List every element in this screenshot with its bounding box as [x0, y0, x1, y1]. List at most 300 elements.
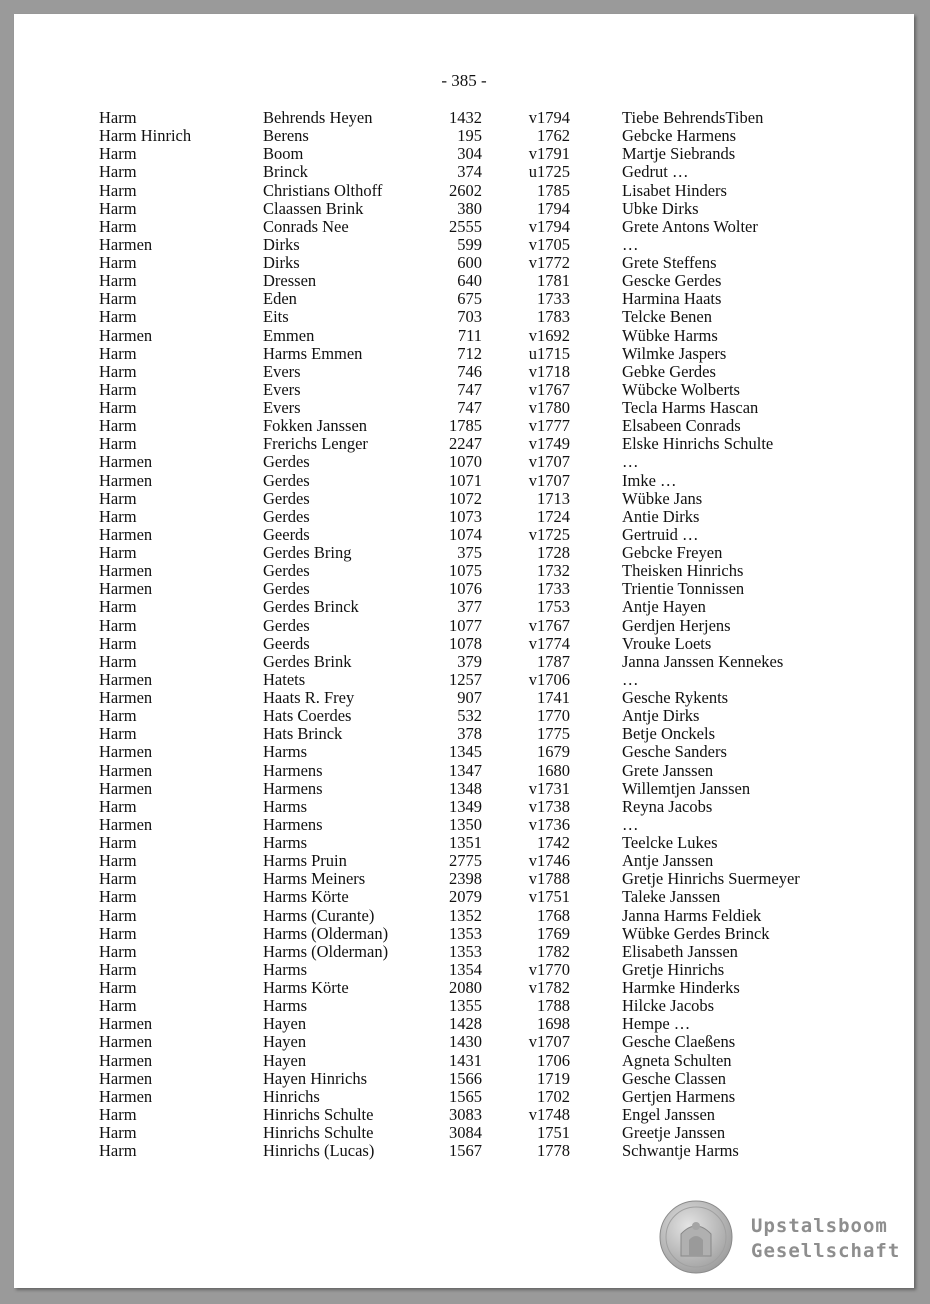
number-cell: 1078 — [449, 633, 482, 653]
spouse-cell: Hempe … — [622, 1014, 691, 1034]
given-name-cell: Harm — [99, 959, 137, 979]
family-name-cell: Harms (Olderman) — [263, 923, 389, 943]
number-cell: 1070 — [449, 452, 482, 472]
spouse-cell: Wübke Harms — [622, 325, 718, 345]
spouse-cell: Theisken Hinrichs — [622, 561, 744, 581]
number-cell: 1071 — [449, 470, 482, 490]
family-name-cell: Eden — [263, 289, 297, 309]
table-row — [14, 453, 914, 471]
given-name-cell: Harm — [99, 434, 137, 454]
family-name-cell: Hayen — [263, 1014, 307, 1034]
year-cell: v1725 — [528, 524, 570, 544]
spouse-cell: Gretje Hinrichs — [622, 959, 725, 979]
year-cell: v1706 — [528, 669, 570, 689]
number-cell: 1354 — [449, 959, 482, 979]
number-cell: 1431 — [449, 1050, 482, 1070]
year-cell: v1767 — [528, 615, 570, 635]
year-cell: 1698 — [537, 1014, 570, 1034]
year-cell: v1746 — [528, 851, 570, 871]
family-name-cell: Gerdes — [263, 488, 310, 508]
watermark-brand — [751, 1214, 900, 1264]
family-name-cell: Hats Brinck — [263, 724, 343, 744]
table-row — [14, 635, 914, 653]
spouse-cell: Antje Janssen — [622, 851, 714, 871]
family-name-cell: Harms — [263, 996, 307, 1016]
watermark-line-1: Upstalsboom — [751, 1215, 888, 1237]
given-name-cell: Harm — [99, 162, 137, 182]
given-name-cell: Harm — [99, 833, 137, 852]
spouse-cell: Gesche Classen — [622, 1068, 727, 1088]
genealogy-table — [14, 109, 914, 1160]
family-name-cell: Gerdes — [263, 615, 310, 635]
year-cell: 1762 — [537, 126, 570, 146]
table-row — [14, 490, 914, 508]
spouse-cell: Grete Janssen — [622, 760, 714, 780]
year-cell: v1772 — [528, 253, 570, 272]
year-cell: v1774 — [528, 633, 570, 653]
given-name-cell: Harm — [99, 398, 137, 417]
table-row — [14, 653, 914, 671]
spouse-cell: Greetje Janssen — [622, 1123, 726, 1142]
number-cell: 1430 — [449, 1032, 482, 1052]
spouse-cell: Martje Siebrands — [622, 144, 736, 164]
year-cell: u1715 — [528, 343, 570, 363]
given-name-cell: Harm — [99, 996, 137, 1016]
table-row — [14, 979, 914, 997]
family-name-cell: Hats Coerdes — [263, 706, 352, 726]
number-cell: 532 — [457, 706, 482, 726]
given-name-cell: Harmen — [99, 1050, 153, 1070]
family-name-cell: Claassen Brink — [263, 198, 364, 218]
given-name-cell: Harmen — [99, 524, 153, 544]
spouse-cell: Elske Hinrichs Schulte — [622, 434, 774, 454]
number-cell: 1567 — [449, 1141, 482, 1161]
given-name-cell: Harm — [99, 289, 137, 309]
table-row — [14, 562, 914, 580]
table-row — [14, 762, 914, 780]
table-row — [14, 870, 914, 888]
year-cell: v1707 — [528, 470, 570, 490]
given-name-cell: Harm — [99, 724, 137, 744]
number-cell: 1348 — [449, 778, 482, 798]
family-name-cell: Behrends Heyen — [263, 108, 373, 127]
year-cell: 1781 — [537, 271, 570, 291]
family-name-cell: Geerds — [263, 524, 310, 544]
year-cell: 1788 — [537, 996, 570, 1016]
year-cell: 1702 — [537, 1086, 570, 1106]
spouse-cell: Willemtjen Janssen — [622, 778, 751, 798]
year-cell: 1751 — [537, 1123, 570, 1142]
spouse-cell: Grete Steffens — [622, 253, 717, 272]
number-cell: 747 — [457, 398, 482, 417]
spouse-cell: … — [622, 234, 639, 254]
given-name-cell: Harm — [99, 361, 137, 381]
table-row — [14, 943, 914, 961]
spouse-cell: Vrouke Loets — [622, 633, 712, 653]
spouse-cell: Wübke Jans — [622, 488, 703, 508]
table-row — [14, 254, 914, 272]
number-cell: 712 — [457, 343, 482, 363]
family-name-cell: Gerdes — [263, 561, 310, 581]
number-cell: 907 — [457, 688, 482, 707]
table-row — [14, 852, 914, 870]
family-name-cell: Harms (Olderman) — [263, 941, 389, 961]
given-name-cell: Harmen — [99, 1014, 153, 1034]
family-name-cell: Hinrichs Schulte — [263, 1123, 374, 1142]
number-cell: 1428 — [449, 1014, 482, 1034]
year-cell: 1742 — [537, 833, 570, 852]
table-row — [14, 236, 914, 254]
table-row — [14, 544, 914, 562]
year-cell: 1741 — [537, 688, 570, 707]
number-cell: 1076 — [449, 579, 482, 599]
family-name-cell: Gerdes Bring — [263, 543, 352, 562]
spouse-cell: Antje Hayen — [622, 597, 706, 617]
number-cell: 1077 — [449, 615, 482, 635]
family-name-cell: Frerichs Lenger — [263, 434, 368, 454]
table-row — [14, 925, 914, 943]
table-row — [14, 508, 914, 526]
table-row — [14, 780, 914, 798]
table-row — [14, 182, 914, 200]
given-name-cell: Harm — [99, 633, 137, 653]
family-name-cell: Evers — [263, 361, 301, 381]
table-row — [14, 109, 914, 127]
spouse-cell: … — [622, 814, 639, 834]
number-cell: 1350 — [449, 814, 482, 834]
given-name-cell: Harm — [99, 706, 137, 726]
spouse-cell: Gebke Gerdes — [622, 361, 716, 381]
given-name-cell: Harm — [99, 796, 137, 816]
number-cell: 3083 — [449, 1104, 482, 1124]
number-cell: 1349 — [449, 796, 482, 816]
year-cell: 1782 — [537, 941, 570, 961]
number-cell: 1073 — [449, 506, 482, 526]
seal-logo-icon — [659, 1200, 733, 1274]
given-name-cell: Harmen — [99, 669, 153, 689]
number-cell: 1785 — [449, 416, 482, 436]
year-cell: v1707 — [528, 1032, 570, 1052]
table-row — [14, 399, 914, 417]
year-cell: v1748 — [528, 1104, 570, 1124]
number-cell: 1565 — [449, 1086, 482, 1106]
family-name-cell: Fokken Janssen — [263, 416, 368, 436]
table-row — [14, 1015, 914, 1033]
spouse-cell: Antje Dirks — [622, 706, 700, 726]
spouse-cell: Engel Janssen — [622, 1104, 716, 1124]
spouse-cell: Schwantje Harms — [622, 1141, 739, 1161]
family-name-cell: Dressen — [263, 271, 317, 291]
number-cell: 1072 — [449, 488, 482, 508]
number-cell: 2079 — [449, 887, 482, 907]
table-row — [14, 617, 914, 635]
spouse-cell: Ubke Dirks — [622, 198, 699, 218]
table-row — [14, 1124, 914, 1142]
family-name-cell: Hinrichs — [263, 1086, 320, 1106]
year-cell: v1780 — [528, 398, 570, 417]
year-cell: v1707 — [528, 452, 570, 472]
family-name-cell: Conrads Nee — [263, 216, 349, 236]
spouse-cell: Wübcke Wolberts — [622, 379, 740, 399]
table-row — [14, 345, 914, 363]
table-row — [14, 798, 914, 816]
spouse-cell: Janna Janssen Kennekes — [622, 651, 784, 671]
table-row — [14, 1088, 914, 1106]
year-cell: 1787 — [537, 651, 570, 671]
year-cell: v1788 — [528, 869, 570, 889]
spouse-cell: … — [622, 669, 639, 689]
year-cell: 1680 — [537, 760, 570, 780]
family-name-cell: Evers — [263, 379, 301, 399]
number-cell: 375 — [457, 543, 482, 562]
table-row — [14, 671, 914, 689]
spouse-cell: Wilmke Jaspers — [622, 343, 727, 363]
spouse-cell: Tiebe BehrendsTiben — [622, 108, 764, 127]
family-name-cell: Harms — [263, 833, 307, 852]
year-cell: 1679 — [537, 742, 570, 762]
spouse-cell: Betje Onckels — [622, 724, 716, 744]
spouse-cell: Janna Harms Feldiek — [622, 905, 762, 925]
table-row — [14, 308, 914, 326]
spouse-cell: Gedrut … — [622, 162, 689, 182]
table-row — [14, 218, 914, 236]
spouse-cell: Telcke Benen — [622, 307, 713, 327]
given-name-cell: Harmen — [99, 1032, 153, 1052]
spouse-cell: Tecla Harms Hascan — [622, 398, 759, 417]
year-cell: 1768 — [537, 905, 570, 925]
table-row — [14, 707, 914, 725]
given-name-cell: Harm — [99, 869, 137, 889]
year-cell: 1733 — [537, 579, 570, 599]
year-cell: v1749 — [528, 434, 570, 454]
family-name-cell: Hatets — [263, 669, 306, 689]
year-cell: v1738 — [528, 796, 570, 816]
year-cell: 1713 — [537, 488, 570, 508]
spouse-cell: Wübke Gerdes Brinck — [622, 923, 770, 943]
given-name-cell: Harmen — [99, 778, 153, 798]
given-name-cell: Harm — [99, 851, 137, 871]
family-name-cell: Hayen — [263, 1050, 307, 1070]
year-cell: v1718 — [528, 361, 570, 381]
family-name-cell: Dirks — [263, 253, 300, 272]
family-name-cell: Hayen Hinrichs — [263, 1068, 368, 1088]
table-row — [14, 435, 914, 453]
given-name-cell: Harm — [99, 271, 137, 291]
given-name-cell: Harmen — [99, 742, 153, 762]
spouse-cell: Grete Antons Wolter — [622, 216, 758, 236]
given-name-cell: Harm — [99, 1141, 137, 1161]
number-cell: 599 — [457, 234, 482, 254]
number-cell: 600 — [457, 253, 482, 272]
year-cell: 1724 — [537, 506, 570, 526]
given-name-cell: Harm — [99, 180, 137, 200]
number-cell: 304 — [457, 144, 482, 164]
given-name-cell: Harmen — [99, 579, 153, 599]
year-cell: v1794 — [528, 108, 570, 127]
table-row — [14, 1052, 914, 1070]
given-name-cell: Harmen — [99, 760, 153, 780]
family-name-cell: Harmens — [263, 778, 323, 798]
spouse-cell: Gescke Gerdes — [622, 271, 722, 291]
given-name-cell: Harm — [99, 144, 137, 164]
number-cell: 2555 — [449, 216, 482, 236]
number-cell: 195 — [457, 126, 482, 146]
year-cell: 1733 — [537, 289, 570, 309]
spouse-cell: Gesche Rykents — [622, 688, 729, 707]
spouse-cell: Harmke Hinderks — [622, 978, 740, 997]
family-name-cell: Harms Meiners — [263, 869, 366, 889]
year-cell: v1767 — [528, 379, 570, 399]
given-name-cell: Harm — [99, 108, 137, 127]
table-row — [14, 163, 914, 181]
year-cell: 1753 — [537, 597, 570, 617]
table-row — [14, 743, 914, 761]
year-cell: 1769 — [537, 923, 570, 943]
family-name-cell: Haats R. Frey — [263, 688, 355, 707]
family-name-cell: Christians Olthoff — [263, 180, 383, 200]
given-name-cell: Harm — [99, 253, 137, 272]
year-cell: 1785 — [537, 180, 570, 200]
given-name-cell: Harm — [99, 216, 137, 236]
number-cell: 703 — [457, 307, 482, 327]
number-cell: 711 — [457, 325, 482, 345]
spouse-cell: Gebcke Harmens — [622, 126, 737, 146]
given-name-cell: Harm — [99, 597, 137, 617]
spouse-cell: Teelcke Lukes — [622, 833, 718, 852]
family-name-cell: Dirks — [263, 234, 300, 254]
table-row — [14, 145, 914, 163]
number-cell: 675 — [457, 289, 482, 309]
given-name-cell: Harmen — [99, 1068, 153, 1088]
year-cell: 1706 — [537, 1050, 570, 1070]
given-name-cell: Harm — [99, 923, 137, 943]
table-row — [14, 689, 914, 707]
year-cell: v1736 — [528, 814, 570, 834]
spouse-cell: Gesche Claeßens — [622, 1032, 736, 1052]
number-cell: 1347 — [449, 760, 482, 780]
given-name-cell: Harm — [99, 1123, 137, 1142]
spouse-cell: Elsabeen Conrads — [622, 416, 741, 436]
given-name-cell: Harm — [99, 887, 137, 907]
spouse-cell: Lisabet Hinders — [622, 180, 727, 200]
given-name-cell: Harmen — [99, 452, 153, 472]
year-cell: 1770 — [537, 706, 570, 726]
number-cell: 1432 — [449, 108, 482, 127]
spouse-cell: Reyna Jacobs — [622, 796, 713, 816]
given-name-cell: Harmen — [99, 561, 153, 581]
year-cell: v1751 — [528, 887, 570, 907]
family-name-cell: Eits — [263, 307, 289, 327]
spouse-cell: Harmina Haats — [622, 289, 722, 309]
family-name-cell: Berens — [263, 126, 309, 146]
given-name-cell: Harm — [99, 416, 137, 436]
table-row — [14, 888, 914, 906]
given-name-cell: Harm — [99, 941, 137, 961]
family-name-cell: Gerdes — [263, 470, 310, 490]
given-name-cell: Harm — [99, 905, 137, 925]
table-row — [14, 997, 914, 1015]
family-name-cell: Hinrichs (Lucas) — [263, 1141, 375, 1161]
number-cell: 1074 — [449, 524, 482, 544]
number-cell: 2247 — [449, 434, 482, 454]
family-name-cell: Gerdes Brink — [263, 651, 352, 671]
table-row — [14, 834, 914, 852]
number-cell: 2775 — [449, 851, 482, 871]
number-cell: 374 — [457, 162, 482, 182]
number-cell: 2602 — [449, 180, 482, 200]
number-cell: 1351 — [449, 833, 482, 852]
number-cell: 2080 — [449, 978, 482, 997]
year-cell: v1791 — [528, 144, 570, 164]
spouse-cell: Trientie Tonnissen — [622, 579, 745, 599]
spouse-cell: Hilcke Jacobs — [622, 996, 715, 1016]
given-name-cell: Harm — [99, 198, 137, 218]
table-row — [14, 598, 914, 616]
family-name-cell: Gerdes Brinck — [263, 597, 359, 617]
given-name-cell: Harmen — [99, 470, 153, 490]
family-name-cell: Harms — [263, 959, 307, 979]
number-cell: 1353 — [449, 923, 482, 943]
table-row — [14, 327, 914, 345]
year-cell: v1794 — [528, 216, 570, 236]
year-cell: 1775 — [537, 724, 570, 744]
spouse-cell: Gertruid … — [622, 524, 699, 544]
given-name-cell: Harm Hinrich — [99, 126, 192, 146]
given-name-cell: Harm — [99, 651, 137, 671]
table-row — [14, 200, 914, 218]
given-name-cell: Harm — [99, 615, 137, 635]
year-cell: 1778 — [537, 1141, 570, 1161]
document-page — [14, 14, 914, 1288]
family-name-cell: Geerds — [263, 633, 310, 653]
family-name-cell: Harms Pruin — [263, 851, 347, 871]
spouse-cell: Gesche Sanders — [622, 742, 727, 762]
year-cell: u1725 — [528, 162, 570, 182]
year-cell: v1782 — [528, 978, 570, 997]
number-cell: 640 — [457, 271, 482, 291]
family-name-cell: Harms — [263, 796, 307, 816]
family-name-cell: Brinck — [263, 162, 308, 182]
given-name-cell: Harmen — [99, 325, 153, 345]
number-cell: 1345 — [449, 742, 482, 762]
family-name-cell: Evers — [263, 398, 301, 417]
page-number: - 385 - — [441, 71, 487, 90]
year-cell: 1719 — [537, 1068, 570, 1088]
table-row — [14, 816, 914, 834]
family-name-cell: Hinrichs Schulte — [263, 1104, 374, 1124]
spouse-cell: Taleke Janssen — [622, 887, 721, 907]
given-name-cell: Harmen — [99, 1086, 153, 1106]
family-name-cell: Harmens — [263, 814, 323, 834]
spouse-cell: Elisabeth Janssen — [622, 941, 738, 961]
table-row — [14, 381, 914, 399]
table-row — [14, 1070, 914, 1088]
family-name-cell: Gerdes — [263, 579, 310, 599]
year-cell: 1794 — [537, 198, 570, 218]
table-row — [14, 1033, 914, 1051]
number-cell: 1257 — [449, 669, 482, 689]
given-name-cell: Harmen — [99, 814, 153, 834]
number-cell: 2398 — [449, 869, 482, 889]
year-cell: v1777 — [528, 416, 570, 436]
table-row — [14, 417, 914, 435]
number-cell: 1352 — [449, 905, 482, 925]
table-row — [14, 1106, 914, 1124]
spouse-cell: Gerdjen Herjens — [622, 615, 731, 635]
given-name-cell: Harm — [99, 488, 137, 508]
given-name-cell: Harm — [99, 978, 137, 997]
family-name-cell: Hayen — [263, 1032, 307, 1052]
